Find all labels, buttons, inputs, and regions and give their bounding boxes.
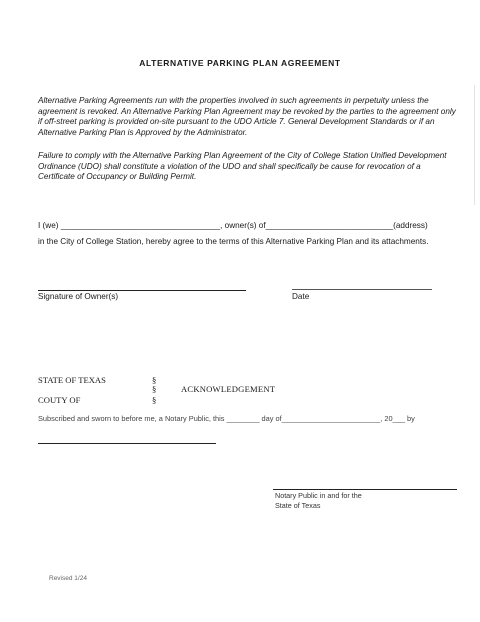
county-label: COUTY OF [38, 395, 81, 405]
revision-note: Revised 1/24 [49, 575, 87, 582]
section-symbol: § [152, 375, 157, 385]
sworn-statement[interactable]: Subscribed and sworn to before me, a Notary Public, this ________ day of________________________, 20___ by [38, 414, 415, 423]
page-edge-shadow [474, 85, 475, 205]
owner-address-line[interactable]: I (we) ___________________________________, owner(s) of____________________________(address) [38, 221, 428, 230]
notary-line-2: State of Texas [275, 501, 321, 510]
date-label: Date [292, 292, 310, 301]
signature-owner-label: Signature of Owner(s) [38, 292, 119, 301]
owner-signature-line[interactable] [38, 290, 246, 291]
paragraph-failure-to-comply: Failure to comply with the Alternative Parking Plan Agreement of the City of College Station Unified Development Ordinance (UDO) shall constitute a violation of the UDO and shall specifically be cause for revocation of a Certificate of Occupancy or Building Permit. [38, 151, 447, 182]
paragraph-perpetuity: Alternative Parking Agreements run with the properties involved in such agreements in perpetuity unless the agreement is revoked. An Alternative Parking Plan Agreement may be revoked by the parties to the agreement only if off-street parking is provided on-site pursuant to the UDO Article 7. General Development Standards or if an Alternative Parking Plan is Approved by the Administrator. [38, 96, 456, 137]
state-of-texas-label: STATE OF TEXAS [38, 375, 106, 385]
section-symbol: § [152, 384, 157, 394]
document-title: ALTERNATIVE PARKING PLAN AGREEMENT [139, 58, 341, 68]
notary-signature-line[interactable] [273, 489, 457, 490]
acknowledgement-heading: ACKNOWLEDGEMENT [181, 384, 276, 394]
section-symbol: § [152, 395, 157, 405]
date-line[interactable] [292, 289, 432, 290]
notary-line-1: Notary Public in and for the [275, 491, 362, 500]
notary-block [275, 491, 362, 511]
signer-name-line[interactable] [38, 443, 216, 444]
agreement-statement: in the City of College Station, hereby agree to the terms of this Alternative Parking Plan and its attachments. [38, 237, 429, 246]
